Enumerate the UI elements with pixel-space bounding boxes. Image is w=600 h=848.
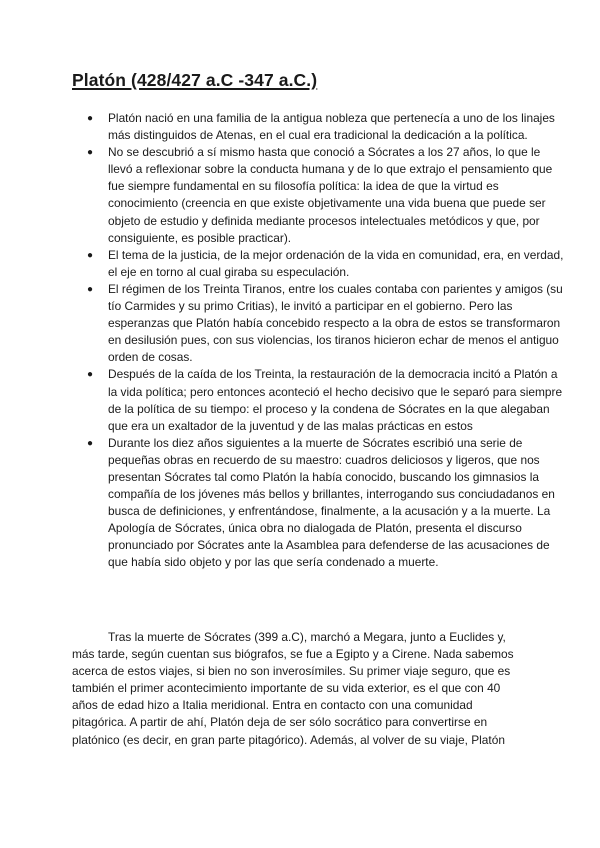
bullet-text: Durante los diez años siguientes a la muerte de Sócrates escribió una serie de pequeñas obras en recuerdo de su maestro: cuadros deliciosos y ligeros, que nos presentan Sócrates tal como Platón la había conocido, buscando los gimnasios la compañía de los jóvenes más bellos y brillantes, interrogando sus conciudadanos en busca de definiciones, y enfrentándose, finalmente, a la acusación y a la muerte. La Apología de Sócrates, única obra no dialogada de Platón, presenta el discurso pronunciado por Sócrates ante la Asamblea para defenderse de las acusaciones de que había sido objeto y por las que sería condenado a muerte. (108, 435, 555, 570)
body-paragraph: Tras la muerte de Sócrates (399 a.C), marchó a Megara, junto a Euclides y, más tarde, según cuentan sus biógrafos, se fue a Egipto y a Cirene. Nada sabemos acerca de estos viajes, si bien no son inverosímiles. Su primer viaje seguro, que es también el primer acontecimiento importante de su vida exterior, es el que con 40 años de edad hizo a Italia meridional. Entra en contacto con una comunidad pitagórica. A partir de ahí, Platón deja de ser sólo socrático para convertirse en platónico (es decir, en gran parte pitagórico). Además, al volver de su viaje, Platón (72, 630, 514, 747)
bullet-icon: ● (87, 437, 94, 449)
bullet-icon: ● (87, 249, 94, 261)
bullet-text: El régimen de los Treinta Tiranos, entre los cuales contaba con parientes y amigos (su tío Carmides y su primo Critias), le invitó a participar en el gobierno. Pero las esperanzas que Platón había concebido respecto a la obra de estos se transformaron en desilusión pues, con sus violencias, los tiranos hicieron echar de menos el antiguo orden de cosas. (108, 281, 563, 365)
bullet-item (87, 366, 568, 434)
bullet-list (72, 110, 568, 572)
bullet-icon: ● (87, 369, 94, 381)
bullet-item (87, 281, 568, 366)
bullet-text: No se descubrió a sí mismo hasta que conoció a Sócrates a los 27 años, lo que le llevó a reflexionar sobre la conducta humana y de lo que extrajo el pensamiento que fue siempre fundamental en su filosofía política: la idea de que la virtud es conocimiento (creencia en que existe objetivamente una vida buena que puede ser objeto de estudio y definida mediante procesos intelectuales metódicos y que, por consiguiente, es posible practicar). (108, 145, 553, 245)
bullet-item (87, 110, 568, 144)
bullet-item (87, 144, 568, 247)
bullet-text: Después de la caída de los Treinta, la restauración de la democracia incitó a Platón a la vida política; pero entonces aconteció el hecho decisivo que le separó para siempre de la política de su tiempo: el proceso y la condena de Sócrates en la que alegaban que era un exaltador de la juventud y de las malas prácticas en estos (108, 367, 563, 433)
bullet-icon: ● (87, 147, 94, 159)
bullet-text: El tema de la justicia, de la mejor ordenación de la vida en comunidad, era, en verdad, el eje en torno al cual giraba su especulación. (108, 247, 564, 279)
bullet-text: Platón nació en una familia de la antigua nobleza que pertenecía a uno de los linajes más distinguidos de Atenas, en el cual era tradicional la dedicación a la política. (108, 111, 555, 143)
bullet-item (87, 435, 568, 572)
bullet-icon: ● (87, 113, 94, 124)
document-title: Platón (428/427 a.C -347 a.C.) (72, 70, 318, 90)
bullet-item (87, 247, 568, 281)
bullet-icon: ● (87, 283, 94, 295)
